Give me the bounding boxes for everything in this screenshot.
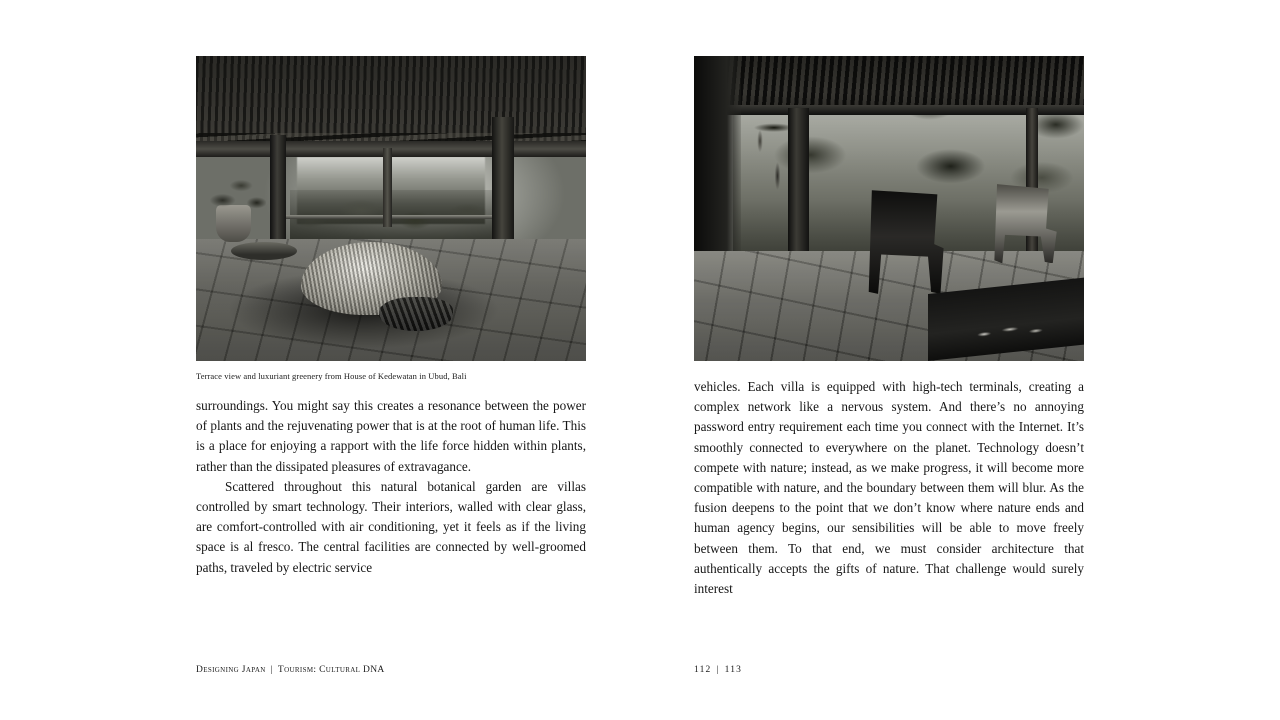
- paragraph: vehicles. Each villa is equipped with high-tech terminals, creating a complex network like a nervous system. And there’s no annoying password entry requirement each time you connect with the Internet. It’s smoothly connected to everywhere on the planet. Technology doesn’t compete with nature; instead, as we make progress, it will become more compatible with nature, and the boundary between them will blur. As the fusion deepens to the point that we don’t know where nature ends and human agency begins, our sensibilities will be able to move freely between them. To that end, we must consider architecture that authentically accepts the gifts of nature. That challenge would surely interest: [694, 379, 1084, 597]
- page-number-right: 113: [724, 665, 743, 675]
- photo1-foliage: [204, 166, 266, 215]
- photo1-thatched-roof: [196, 56, 586, 148]
- left-page: [196, 0, 586, 720]
- paragraph: surroundings. You might say this creates a resonance between the power of plants and the rejuvenating power that is at the root of human life. This is a place for enjoying a rapport with the life force hidden within plants, rather than the dissipated pleasures of extravagance.: [196, 398, 586, 474]
- page-number-left: 112: [694, 665, 712, 675]
- page-number-separator: |: [716, 665, 720, 675]
- footer-separator: |: [270, 665, 273, 675]
- paragraph: Scattered throughout this natural botanical garden are villas controlled by smart technology. Their interiors, walled with clear glass, are comfort-controlled with air conditioning, yet it feels as if the living space is al fresco. The central facilities are connected by well-groomed paths, traveled by electric service: [196, 478, 586, 575]
- footer-book-title: Designing Japan: [196, 665, 266, 675]
- figure-caption: Terrace view and luxuriant greenery from House of Kedewatan in Ubud, Bali: [196, 371, 467, 381]
- left-page-figure: [196, 56, 586, 382]
- right-page-body: [694, 377, 1084, 599]
- photo1-cushion: [379, 297, 453, 331]
- terrace-photo-bali: [196, 56, 586, 361]
- veranda-jungle-photo: [694, 56, 1084, 361]
- right-page-figure: [694, 56, 1084, 361]
- footer-running-head: [196, 665, 385, 675]
- left-page-body: [196, 396, 586, 578]
- footer-page-numbers: [694, 665, 742, 675]
- photo1-far-column: [383, 148, 392, 227]
- right-page: [694, 0, 1084, 720]
- footer-chapter-title: Tourism: Cultural DNA: [277, 665, 385, 675]
